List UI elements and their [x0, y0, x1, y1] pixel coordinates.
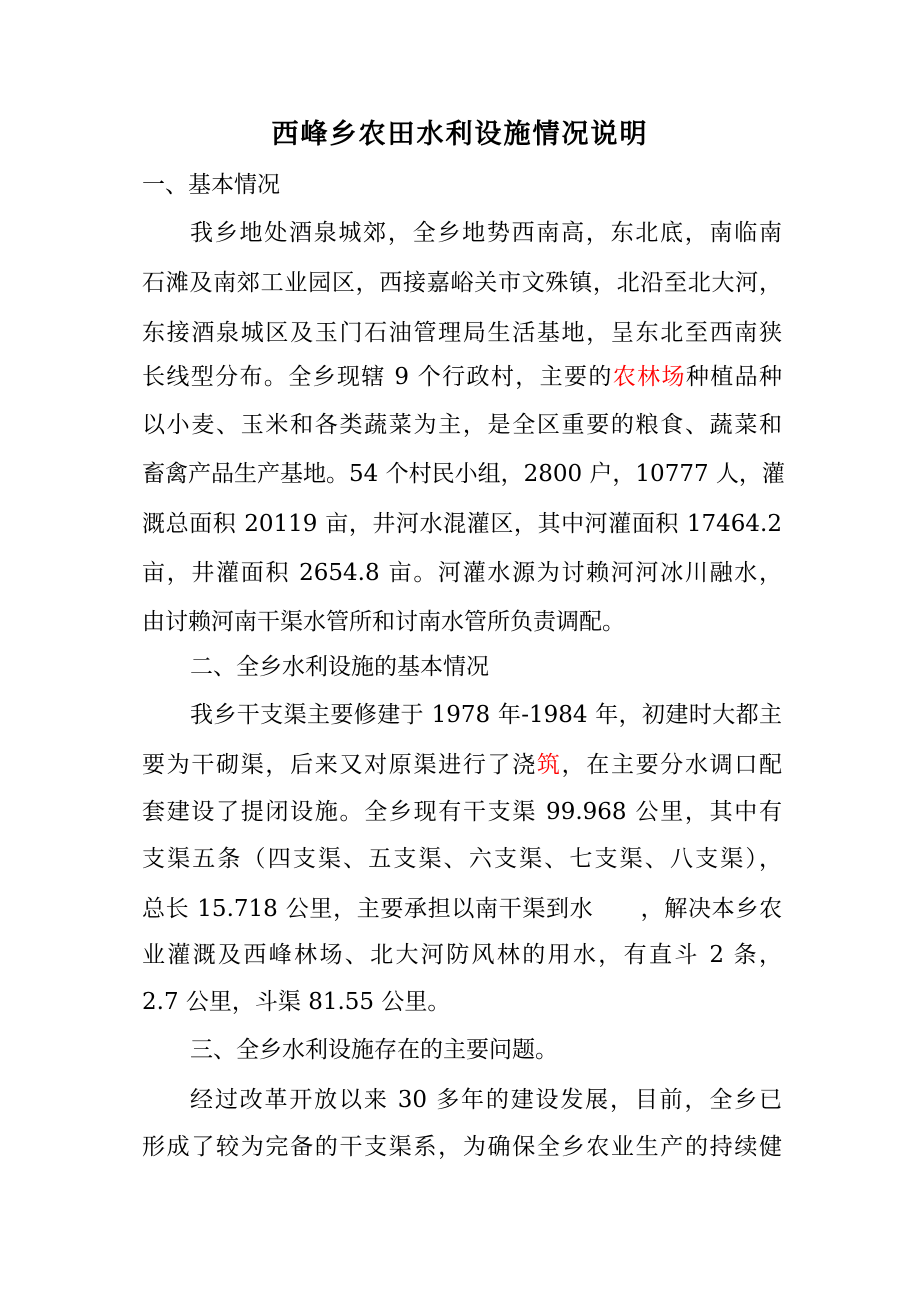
para-3-line-1: 经过改革开放以来 30 多年的建设发展，目前，全乡已: [190, 1087, 782, 1113]
para-2-line-5: 总长 15.718 公里，主要承担以南干渠到水 ，解决本乡农: [142, 896, 782, 922]
section-1-heading: 一、基本情况: [142, 172, 280, 198]
highlighted-term-nonglinchang: 农林场: [612, 364, 686, 390]
section-2-heading: 二、全乡水利设施的基本情况: [190, 654, 489, 680]
para-2-line-2-text-b: ，在主要分水调口配: [561, 752, 783, 778]
para-1-line-7: 溉总面积 20119 亩，井河水混灌区，其中河灌面积 17464.2: [142, 511, 782, 537]
para-1-line-4-text-b: 种植品种: [685, 364, 782, 390]
para-2-line-1: 我乡干支渠主要修建于 1978 年-1984 年，初建时大都主: [190, 702, 782, 728]
highlighted-term-zhu: 筑: [536, 752, 562, 778]
para-2-line-2-text-a: 要为干砌渠，后来又对原渠进行了浇: [142, 752, 537, 778]
para-2-line-7: 2.7 公里，斗渠 81.55 公里。: [142, 989, 451, 1015]
para-3-line-2: 形成了较为完备的干支渠系，为确保全乡农业生产的持续健: [142, 1134, 782, 1160]
para-2-line-6: 业灌溉及西峰林场、北大河防风林的用水，有直斗 2 条，: [142, 942, 782, 968]
para-2-line-3: 套建设了提闭设施。全乡现有干支渠 99.968 公里，其中有: [142, 799, 782, 825]
para-1-line-5: 以小麦、玉米和各类蔬菜为主，是全区重要的粮食、蔬菜和: [142, 412, 782, 438]
para-1-line-1: 我乡地处酒泉城郊，全乡地势西南高，东北底，南临南: [190, 220, 782, 246]
section-3-heading: 三、全乡水利设施存在的主要问题。: [190, 1037, 558, 1063]
para-1-line-2: 石滩及南郊工业园区，西接嘉峪关市文殊镇，北沿至北大河，: [142, 270, 782, 296]
para-1-line-8: 亩，井灌面积 2654.8 亩。河灌水源为讨赖河河冰川融水，: [142, 560, 782, 586]
para-2-line-4: 支渠五条（四支渠、五支渠、六支渠、七支渠、八支渠），: [142, 846, 782, 872]
para-2-line-2: [142, 745, 782, 785]
para-1-line-6: 畜禽产品生产基地。54 个村民小组，2800 户，10777 人，灌: [142, 461, 785, 487]
para-1-line-3: 东接酒泉城区及玉门石油管理局生活基地，呈东北至西南狭: [142, 320, 782, 346]
para-1-line-4: [142, 357, 782, 397]
para-1-line-9: 由讨赖河南干渠水管所和讨南水管所负责调配。: [142, 609, 625, 635]
para-1-line-4-text-a: 长线型分布。全乡现辖 9 个行政村，主要的: [142, 364, 613, 390]
document-title: 西峰乡农田水利设施情况说明: [271, 119, 649, 150]
